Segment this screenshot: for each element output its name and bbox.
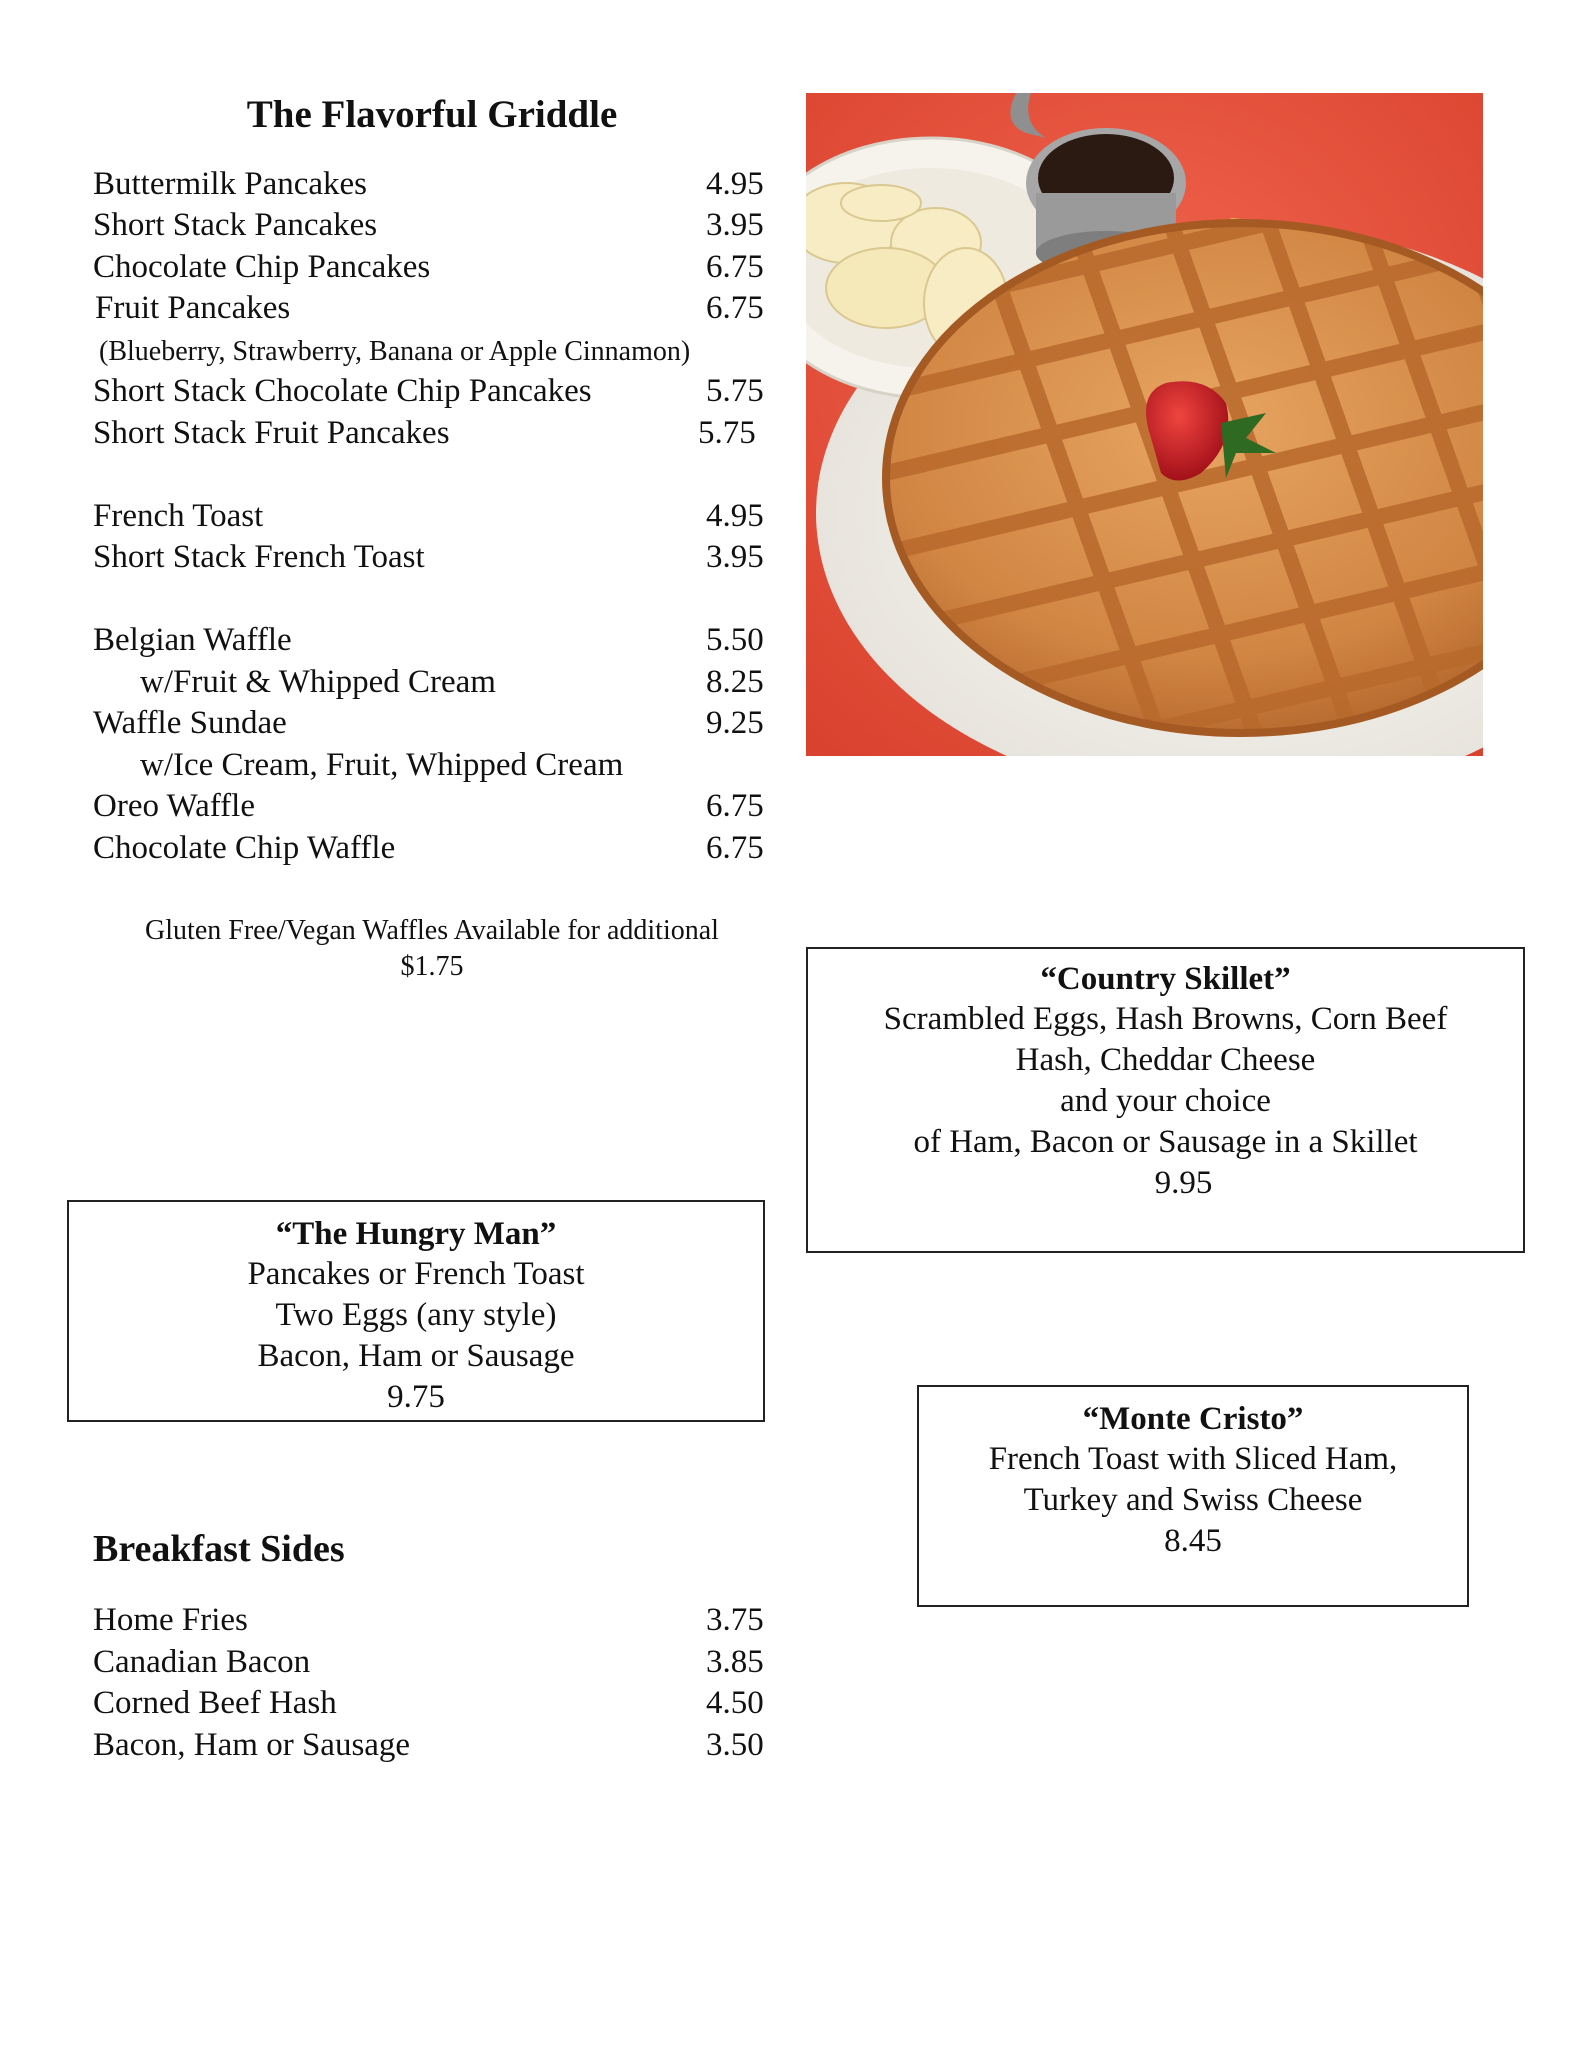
menu-item-price: 3.95 bbox=[706, 207, 764, 243]
hungry-man-line: Two Eggs (any style) bbox=[275, 1297, 557, 1333]
menu-item-option: w/Ice Cream, Fruit, Whipped Cream bbox=[140, 747, 624, 783]
country-skillet-line: and your choice bbox=[1060, 1083, 1271, 1119]
side-item-price: 4.50 bbox=[706, 1685, 764, 1721]
country-skillet-line: of Ham, Bacon or Sausage in a Skillet bbox=[913, 1124, 1418, 1160]
menu-item-name: Short Stack Pancakes bbox=[93, 207, 378, 243]
side-item-price: 3.85 bbox=[706, 1644, 764, 1680]
menu-item-price: 8.25 bbox=[706, 664, 764, 700]
gluten-free-note bbox=[92, 913, 772, 985]
side-item-name: Bacon, Ham or Sausage bbox=[93, 1727, 411, 1763]
menu-item-name: Chocolate Chip Pancakes bbox=[93, 249, 431, 285]
monte-cristo-box bbox=[917, 1385, 1469, 1607]
menu-item-price: 5.75 bbox=[698, 415, 756, 451]
menu-item-price: 6.75 bbox=[706, 249, 764, 285]
menu-item-name: Fruit Pancakes bbox=[95, 290, 291, 326]
gluten-free-note-price: $1.75 bbox=[400, 951, 464, 982]
hungry-man-line: Bacon, Ham or Sausage bbox=[257, 1338, 575, 1374]
country-skillet-box bbox=[806, 947, 1525, 1253]
side-item-price: 3.75 bbox=[706, 1602, 764, 1638]
side-item-name: Canadian Bacon bbox=[93, 1644, 311, 1680]
menu-item-name: Oreo Waffle bbox=[93, 788, 255, 824]
monte-cristo-price: 8.45 bbox=[1164, 1523, 1222, 1559]
menu-item-price: 4.95 bbox=[706, 166, 764, 202]
menu-item-price: 6.75 bbox=[706, 290, 764, 326]
menu-item-price: 6.75 bbox=[706, 788, 764, 824]
side-item-price: 3.50 bbox=[706, 1727, 764, 1763]
country-skillet-line: Hash, Cheddar Cheese bbox=[1015, 1042, 1316, 1078]
country-skillet-price: 9.95 bbox=[1154, 1165, 1213, 1201]
hungry-man-price: 9.75 bbox=[387, 1379, 445, 1415]
menu-item-name: Short Stack French Toast bbox=[93, 539, 425, 575]
menu-item-name: Short Stack Fruit Pancakes bbox=[93, 415, 450, 451]
menu-item-price: 9.25 bbox=[706, 705, 764, 741]
monte-cristo-line: Turkey and Swiss Cheese bbox=[1023, 1482, 1363, 1518]
menu-item-name: French Toast bbox=[93, 498, 264, 534]
menu-item-price: 3.95 bbox=[706, 539, 764, 575]
hungry-man-line: Pancakes or French Toast bbox=[247, 1256, 585, 1292]
menu-item-name: Belgian Waffle bbox=[93, 622, 292, 658]
menu-item-name: Waffle Sundae bbox=[93, 705, 287, 741]
side-item-name: Corned Beef Hash bbox=[93, 1685, 337, 1721]
menu-item-price: 5.50 bbox=[706, 622, 764, 658]
waffle-photo bbox=[806, 93, 1483, 761]
monte-cristo-title: “Monte Cristo” bbox=[1082, 1401, 1304, 1437]
griddle-title: The Flavorful Griddle bbox=[246, 93, 618, 136]
monte-cristo-line: French Toast with Sliced Ham, bbox=[988, 1441, 1398, 1477]
menu-item-name: Buttermilk Pancakes bbox=[93, 166, 368, 202]
country-skillet-title: “Country Skillet” bbox=[1040, 961, 1291, 997]
menu-item-name: Short Stack Chocolate Chip Pancakes bbox=[93, 373, 592, 409]
side-item-name: Home Fries bbox=[93, 1602, 248, 1638]
menu-item-price: 4.95 bbox=[706, 498, 764, 534]
gluten-free-note-line: Gluten Free/Vegan Waffles Available for additional bbox=[145, 915, 719, 946]
country-skillet-line: Scrambled Eggs, Hash Browns, Corn Beef bbox=[883, 1001, 1448, 1037]
menu-item-description: (Blueberry, Strawberry, Banana or Apple Cinnamon) bbox=[99, 336, 691, 367]
menu-item-price: 6.75 bbox=[706, 830, 764, 866]
hungry-man-box bbox=[67, 1200, 765, 1422]
menu-item-option: w/Fruit & Whipped Cream bbox=[140, 664, 496, 700]
menu-item-price: 5.75 bbox=[706, 373, 764, 409]
menu-item-name: Chocolate Chip Waffle bbox=[93, 830, 396, 866]
waffle-illustration bbox=[806, 93, 1483, 761]
sides-title: Breakfast Sides bbox=[93, 1528, 345, 1570]
hungry-man-title: “The Hungry Man” bbox=[275, 1216, 557, 1252]
